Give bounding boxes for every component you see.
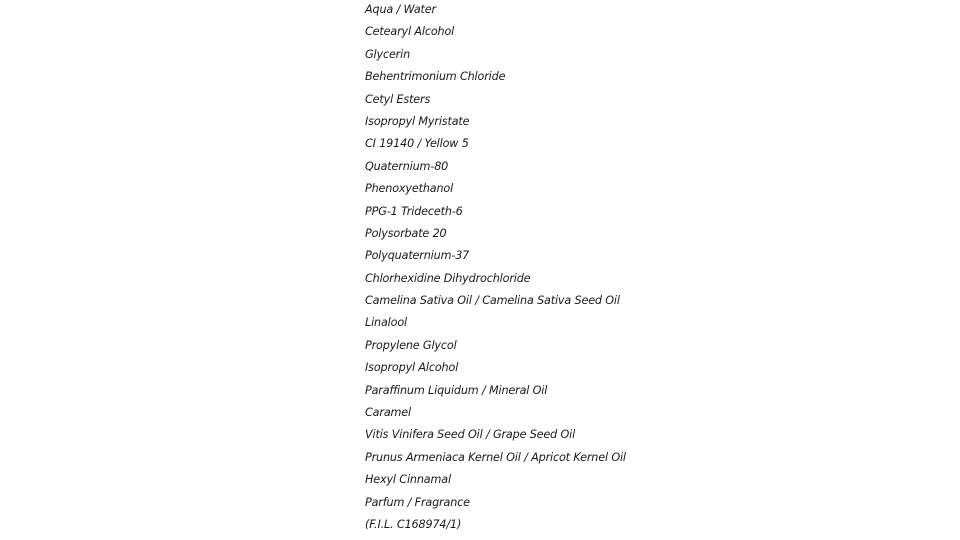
ingredient-item: Aqua / Water [365,3,436,16]
ingredient-item: Behentrimonium Chloride [365,70,506,84]
ingredient-item: Quaternium-80 [365,159,449,173]
ingredient-item: CI 19140 / Yellow 5 [365,137,469,151]
ingredient-item: Phenoxyethanol [365,182,454,196]
ingredient-item: Polysorbate 20 [365,226,447,240]
ingredient-item: Prunus Armeniaca Kernel Oil / Apricot Kernel Oil [365,450,626,464]
ingredient-list [365,0,626,537]
ingredient-item: Isopropyl Myristate [365,114,470,128]
ingredient-item: Isopropyl Alcohol [365,361,459,375]
ingredient-item: Vitis Vinifera Seed Oil / Grape Seed Oil [365,428,576,442]
ingredient-item: Hexyl Cinnamal [365,473,451,487]
ingredient-item: Cetearyl Alcohol [365,25,455,39]
ingredient-item: Linalool [365,316,407,330]
ingredient-item: Camelina Sativa Oil / Camelina Sativa Seed Oil [365,294,620,308]
ingredient-item: Propylene Glycol [365,338,457,352]
ingredient-item: Paraffinum Liquidum / Mineral Oil [365,383,548,397]
ingredient-item: Parfum / Fragrance [365,495,470,509]
ingredient-item: (F.I.L. C168974/1) [365,517,462,531]
ingredient-item: Caramel [365,406,411,420]
ingredient-item: Glycerin [365,47,411,61]
ingredient-item: Chlorhexidine Dihydrochloride [365,271,531,285]
ingredient-item: Cetyl Esters [365,92,431,106]
ingredient-item: Polyquaternium-37 [365,249,470,263]
ingredient-item: PPG-1 Trideceth-6 [365,204,463,218]
